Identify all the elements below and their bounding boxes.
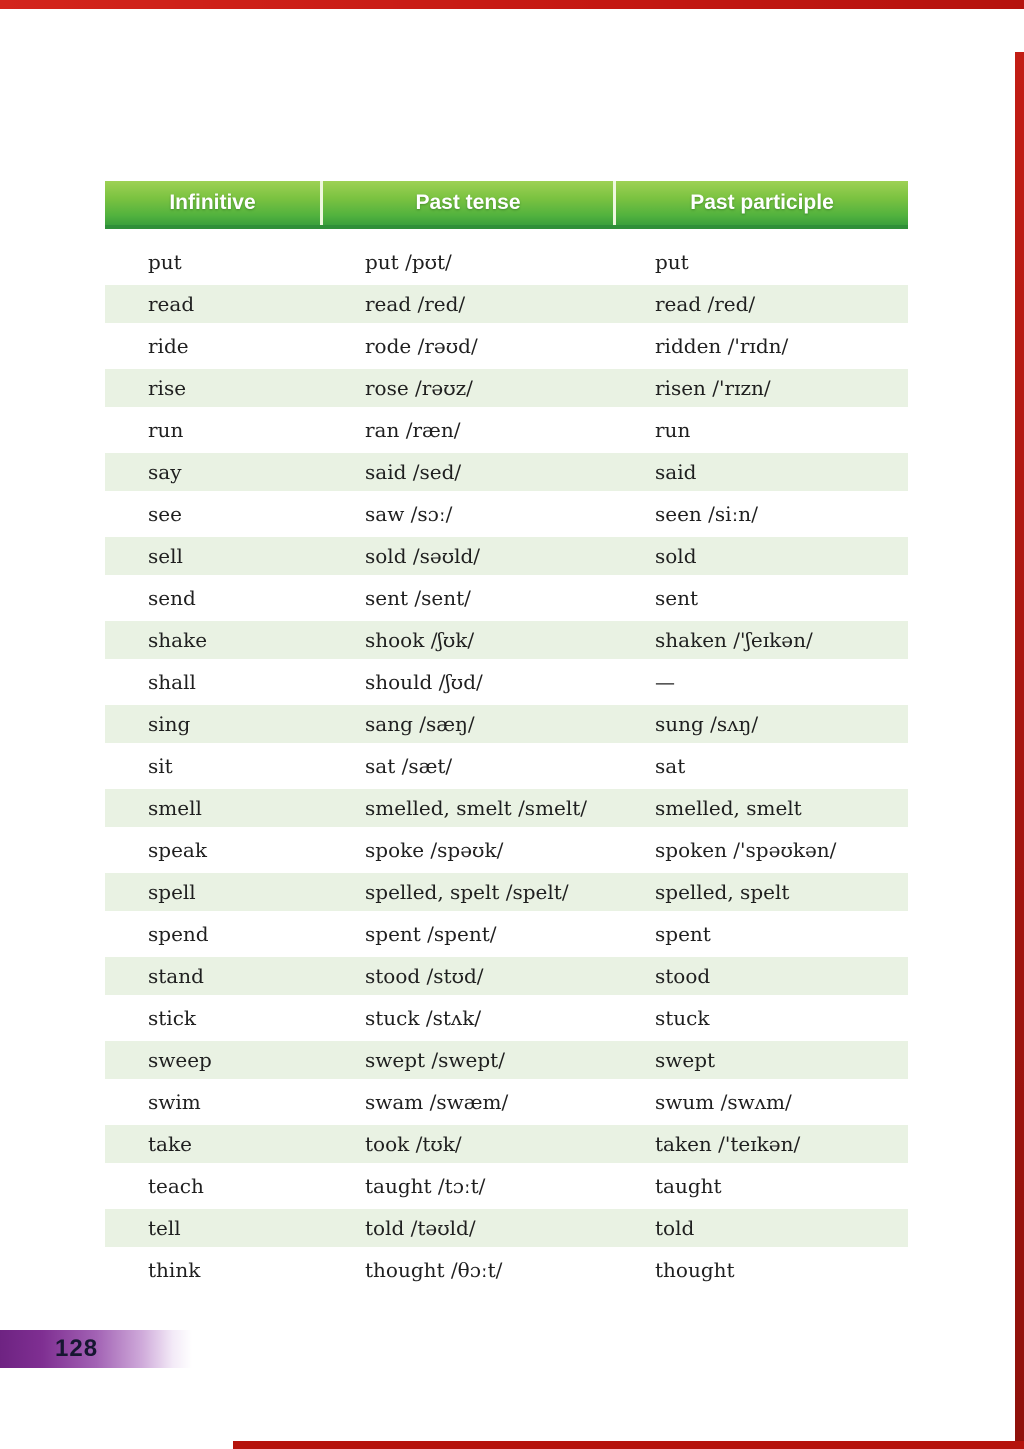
page-number: 128 <box>55 1335 99 1362</box>
table-row <box>105 1209 908 1247</box>
cell-infinitive: swim <box>148 1090 201 1114</box>
table-row <box>105 747 908 785</box>
cell-infinitive: spell <box>148 880 196 904</box>
cell-past-tense: said /sed/ <box>365 460 462 484</box>
table-row <box>105 537 908 575</box>
cell-past-participle: smelled, smelt <box>655 796 802 820</box>
cell-infinitive: see <box>148 502 182 526</box>
table-header-row <box>105 181 908 229</box>
cell-past-participle: — <box>655 670 675 694</box>
cell-infinitive: read <box>148 292 195 316</box>
cell-past-tense: saw /sɔː/ <box>365 502 453 526</box>
table-row <box>105 915 908 953</box>
cell-infinitive: stick <box>148 1006 197 1030</box>
cell-past-tense: swept /swept/ <box>365 1048 505 1072</box>
cell-past-tense: spelled, spelt /spelt/ <box>365 880 569 904</box>
table-row <box>105 243 908 281</box>
table-row <box>105 831 908 869</box>
cell-past-tense: put /pʊt/ <box>365 250 452 274</box>
cell-infinitive: ride <box>148 334 189 358</box>
cell-past-tense: shook /ʃʊk/ <box>365 628 475 652</box>
table-row <box>105 369 908 407</box>
cell-past-tense: took /tʊk/ <box>365 1132 462 1156</box>
cell-past-participle: sung /sʌŋ/ <box>655 712 759 736</box>
table-row <box>105 1125 908 1163</box>
cell-past-tense: smelled, smelt /smelt/ <box>365 796 588 820</box>
cell-infinitive: stand <box>148 964 204 988</box>
cell-past-tense: taught /tɔːt/ <box>365 1174 486 1198</box>
cell-past-tense: read /red/ <box>365 292 466 316</box>
cell-past-participle: sent <box>655 586 699 610</box>
table-row <box>105 1041 908 1079</box>
table-row <box>105 999 908 1037</box>
table-row <box>105 1167 908 1205</box>
cell-past-participle: sat <box>655 754 686 778</box>
cell-past-tense: rode /rəʊd/ <box>365 334 478 358</box>
irregular-verbs-table <box>105 181 908 1293</box>
table-row <box>105 411 908 449</box>
cell-infinitive: sweep <box>148 1048 212 1072</box>
cell-past-participle: swum /swʌm/ <box>655 1090 792 1114</box>
cell-past-participle: spoken /'spəʊkən/ <box>655 838 837 862</box>
cell-past-participle: put <box>655 250 689 274</box>
table-body <box>105 243 908 1289</box>
cell-infinitive: send <box>148 586 196 610</box>
cell-past-participle: run <box>655 418 691 442</box>
cell-infinitive: sing <box>148 712 191 736</box>
cell-past-participle: sold <box>655 544 697 568</box>
cell-past-participle: read /red/ <box>655 292 756 316</box>
table-row <box>105 873 908 911</box>
cell-infinitive: rise <box>148 376 187 400</box>
cell-past-participle: spelled, spelt <box>655 880 790 904</box>
cell-infinitive: sell <box>148 544 183 568</box>
cell-past-participle: risen /'rɪzn/ <box>655 376 771 400</box>
table-row <box>105 579 908 617</box>
page-edge-right <box>1015 52 1024 1449</box>
cell-past-tense: rose /rəʊz/ <box>365 376 473 400</box>
cell-past-participle: swept <box>655 1048 716 1072</box>
column-header-past-participle: Past participle <box>613 181 908 225</box>
cell-past-participle: taught <box>655 1174 722 1198</box>
cell-past-tense: thought /θɔːt/ <box>365 1258 503 1282</box>
cell-infinitive: say <box>148 460 182 484</box>
cell-infinitive: tell <box>148 1216 181 1240</box>
cell-past-participle: taken /'teɪkən/ <box>655 1132 801 1156</box>
table-row <box>105 621 908 659</box>
cell-infinitive: smell <box>148 796 202 820</box>
column-header-past-tense: Past tense <box>320 181 613 225</box>
table-row <box>105 1251 908 1289</box>
cell-infinitive: run <box>148 418 184 442</box>
table-row <box>105 285 908 323</box>
cell-past-tense: sat /sæt/ <box>365 754 453 778</box>
table-row <box>105 495 908 533</box>
table-row <box>105 453 908 491</box>
cell-infinitive: sit <box>148 754 173 778</box>
cell-past-participle: spent <box>655 922 711 946</box>
table-row <box>105 789 908 827</box>
cell-infinitive: take <box>148 1132 192 1156</box>
cell-past-participle: thought <box>655 1258 735 1282</box>
cell-past-participle: seen /siːn/ <box>655 502 758 526</box>
cell-past-participle: ridden /'rɪdn/ <box>655 334 789 358</box>
cell-past-tense: told /təʊld/ <box>365 1216 476 1240</box>
cell-past-tense: spent /spent/ <box>365 922 497 946</box>
cell-past-tense: sang /sæŋ/ <box>365 712 475 736</box>
cell-infinitive: put <box>148 250 182 274</box>
cell-past-tense: sent /sent/ <box>365 586 471 610</box>
cell-past-tense: should /ʃʊd/ <box>365 670 483 694</box>
cell-infinitive: teach <box>148 1174 204 1198</box>
cell-infinitive: speak <box>148 838 207 862</box>
table-row <box>105 957 908 995</box>
page-number-band <box>0 1330 192 1368</box>
cell-past-tense: stood /stʊd/ <box>365 964 484 988</box>
cell-infinitive: think <box>148 1258 201 1282</box>
table-row <box>105 663 908 701</box>
cell-past-participle: stood <box>655 964 711 988</box>
cell-past-participle: said <box>655 460 697 484</box>
column-header-infinitive: Infinitive <box>169 191 256 214</box>
cell-infinitive: shake <box>148 628 208 652</box>
cell-past-tense: ran /ræn/ <box>365 418 461 442</box>
cell-past-tense: spoke /spəʊk/ <box>365 838 504 862</box>
cell-past-tense: sold /səʊld/ <box>365 544 481 568</box>
page-edge-bottom <box>233 1441 1024 1449</box>
cell-past-participle: told <box>655 1216 695 1240</box>
page-edge-top <box>0 0 1024 9</box>
table-row <box>105 1083 908 1121</box>
cell-past-participle: shaken /'ʃeɪkən/ <box>655 628 813 652</box>
cell-infinitive: shall <box>148 670 196 694</box>
table-row <box>105 705 908 743</box>
cell-past-tense: stuck /stʌk/ <box>365 1006 482 1030</box>
cell-past-tense: swam /swæm/ <box>365 1090 509 1114</box>
table-row <box>105 327 908 365</box>
cell-infinitive: spend <box>148 922 209 946</box>
cell-past-participle: stuck <box>655 1006 710 1030</box>
